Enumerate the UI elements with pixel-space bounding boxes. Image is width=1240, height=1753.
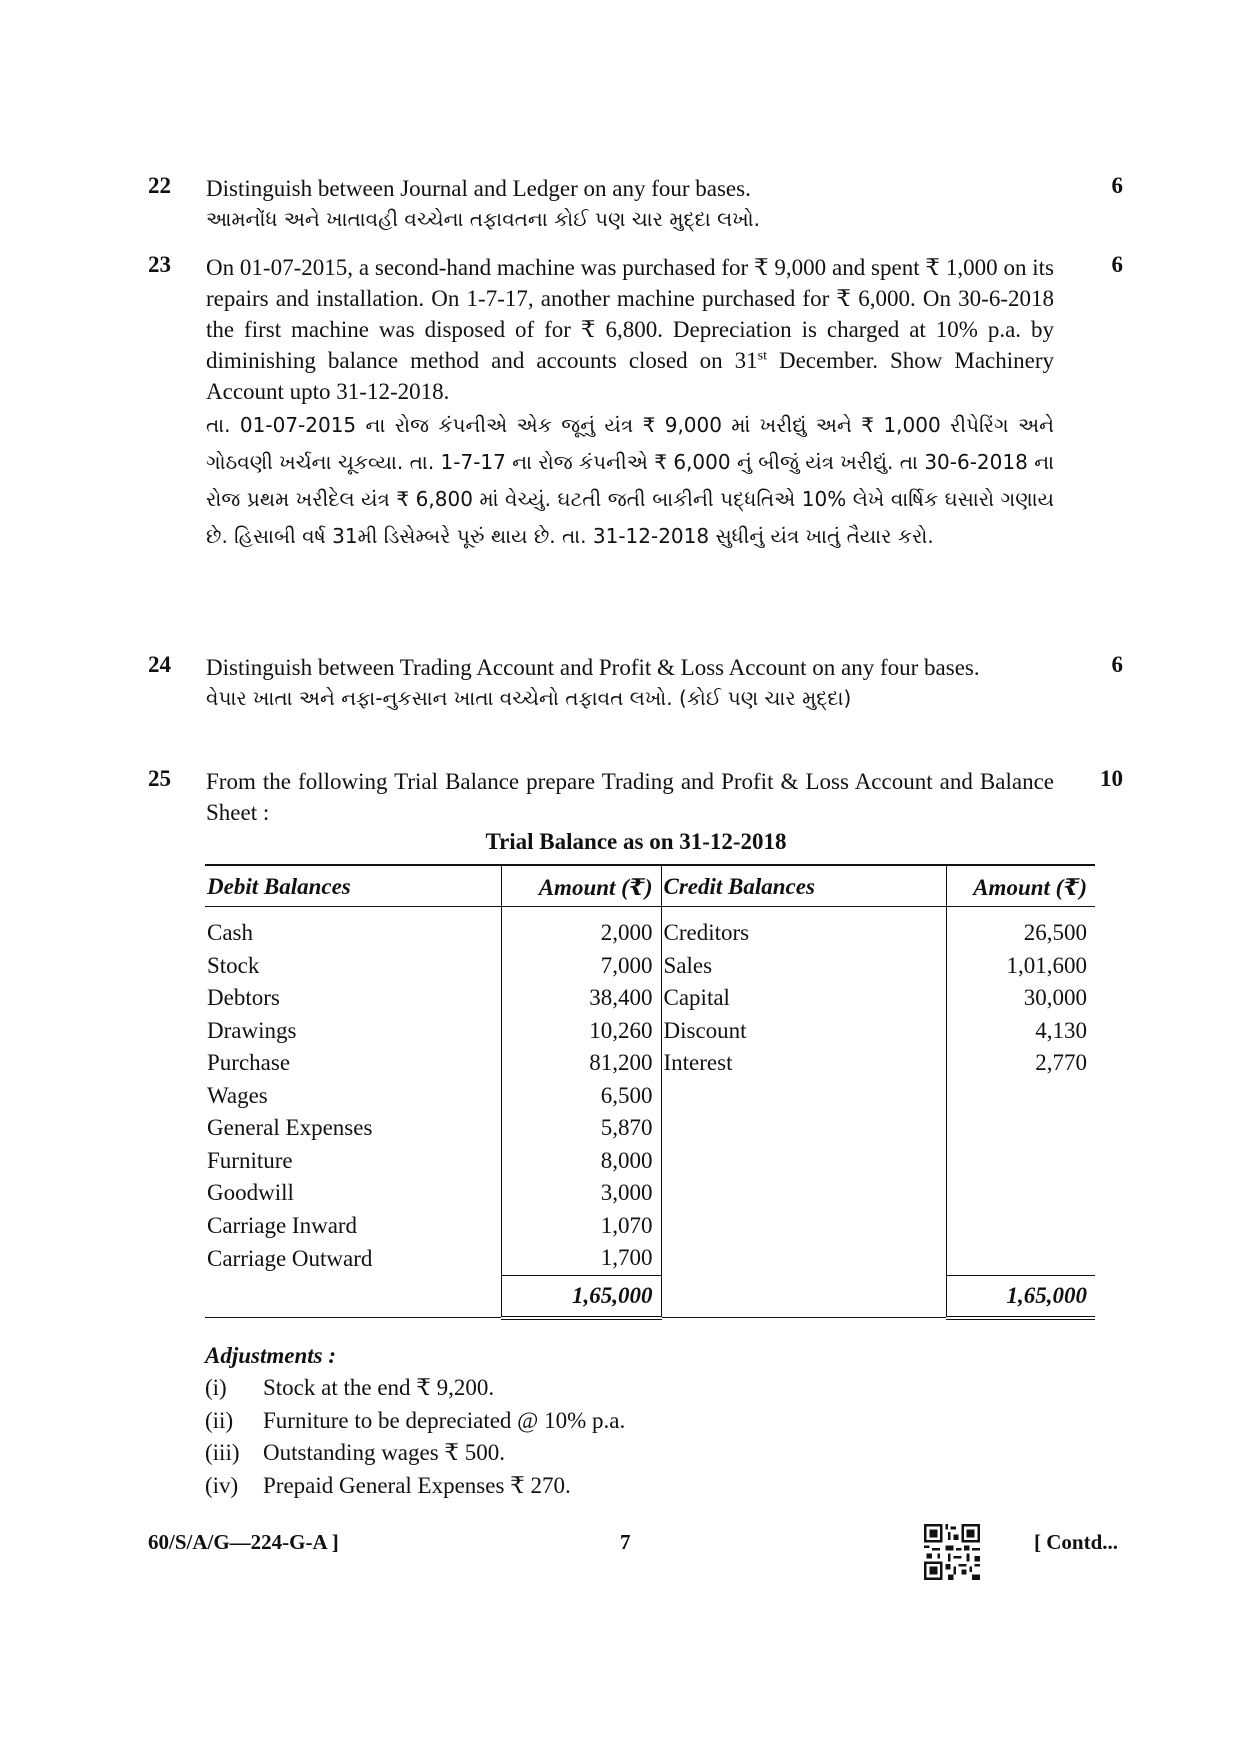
question-24 — [148, 652, 1123, 714]
credit-account-name — [661, 1242, 946, 1275]
trial-balance-table — [205, 864, 1095, 1320]
header-credit-amount: Amount (₹) — [946, 865, 1095, 907]
paper-code: 60/S/A/G—224-G-A ] — [148, 1530, 339, 1554]
credit-account-name: Interest — [661, 1047, 946, 1080]
table-row — [205, 1015, 1095, 1048]
adjustment-item: (i) Stock at the end ₹ 9,200. — [205, 1375, 495, 1400]
debit-amount: 1,700 — [501, 1242, 661, 1275]
question-number: 22 — [148, 173, 171, 198]
page-footer — [148, 1524, 1118, 1564]
page-number: 7 — [620, 1530, 631, 1554]
credit-account-name — [661, 1145, 946, 1178]
credit-amount — [946, 1112, 1095, 1145]
debit-account-name: Stock — [205, 950, 501, 983]
credit-amount: 4,130 — [1035, 1017, 1087, 1043]
credit-amount — [946, 1242, 1095, 1275]
table-row — [205, 1047, 1095, 1080]
debit-amount: 1,070 — [501, 1210, 661, 1243]
table-row — [205, 907, 1095, 950]
question-number: 23 — [148, 252, 171, 277]
adjustment-item: (iii) Outstanding wages ₹ 500. — [205, 1440, 506, 1465]
total-spacer — [661, 1275, 946, 1318]
adjustment-item: (iv) Prepaid General Expenses ₹ 270. — [205, 1472, 571, 1498]
adjustment-item: (ii) Furniture to be depreciated @ 10% p.a. — [205, 1407, 626, 1433]
trial-balance-title: Trial Balance as on 31-12-2018 — [485, 829, 787, 854]
question-text-english: From the following Trial Balance prepare Trading and Profit & Loss Account and Balance Sheet : — [206, 769, 1054, 825]
debit-amount: 8,000 — [501, 1145, 661, 1178]
table-header-row — [205, 865, 1095, 907]
debit-account-name: Drawings — [205, 1015, 501, 1048]
debit-amount: 7,000 — [501, 950, 661, 983]
totals-row — [205, 1275, 1095, 1318]
question-marks: 6 — [1111, 173, 1123, 198]
credit-amount: 1,01,600 — [1006, 952, 1087, 978]
total-spacer — [205, 1275, 501, 1318]
table-row — [205, 1112, 1095, 1145]
credit-amount — [946, 1145, 1095, 1178]
credit-amount: 30,000 — [1023, 985, 1087, 1011]
table-row — [205, 950, 1095, 983]
debit-total: 1,65,000 — [501, 1275, 661, 1318]
header-debit-amount: Amount (₹) — [501, 865, 661, 907]
credit-amount: 2,770 — [1035, 1050, 1087, 1076]
question-text-english: Distinguish between Journal and Ledger on any four bases. — [206, 176, 751, 201]
debit-account-name: Carriage Outward — [205, 1242, 501, 1275]
debit-account-name: Carriage Inward — [205, 1210, 501, 1243]
question-marks: 6 — [1111, 652, 1123, 677]
credit-amount — [946, 1177, 1095, 1210]
credit-amount: 26,500 — [1023, 920, 1087, 946]
debit-account-name: Furniture — [205, 1145, 501, 1178]
credit-account-name — [661, 1177, 946, 1210]
credit-account-name: Capital — [661, 982, 946, 1015]
credit-account-name: Discount — [661, 1015, 946, 1048]
table-row — [205, 1210, 1095, 1243]
credit-amount — [946, 1210, 1095, 1243]
debit-account-name: General Expenses — [205, 1112, 501, 1145]
credit-account-name — [661, 1080, 946, 1113]
question-text-gujarati: તા. 01-07-2015 ના રોજ કંપનીએ એક જૂનું યંત્ર ₹ 9,000 માં ખરીદ્યું અને ₹ 1,000 રીપેરિંગ અને ગોઠવણી ખર્ચના ચૂકવ્યા. તા. 1-7-17 ના રોજ કંપનીએ ₹ 6,000 નું બીજું યંત્ર ખરીદ્યું. તા 30-6-2018 ના રોજ પ્રથમ ખરીદેલ યંત્ર ₹ 6,800 માં વેચ્યું. ઘટતી જતી બાકીની પદ્ધતિએ 10% લેખે વાર્ષિક ઘસારો ગણાય છે. હિસાબી વર્ષ 31મી ડિસેમ્બરે પૂરું થાય છે. તા. 31-12-2018 સુધીનું યંત્ર ખાતું તૈયાર કરો. — [206, 413, 1054, 548]
debit-amount: 3,000 — [501, 1177, 661, 1210]
table-row — [205, 1145, 1095, 1178]
question-25 — [148, 766, 1123, 828]
question-marks: 10 — [1100, 766, 1123, 791]
credit-account-name: Sales — [661, 950, 946, 983]
debit-account-name: Purchase — [205, 1047, 501, 1080]
credit-account-name — [661, 1112, 946, 1145]
qr-code-icon — [924, 1524, 980, 1580]
debit-account-name: Wages — [205, 1080, 501, 1113]
adjustments — [205, 1340, 1005, 1502]
debit-amount: 5,870 — [501, 1112, 661, 1145]
question-text-english: On 01-07-2015, a second-hand machine was purchased for ₹ 9,000 and spent ₹ 1,000 on its repairs and installation. On 1-7-17, another machine purchased for ₹ 6,000. On 30-6-2018 the first machine was disposed of for ₹ 6,800. Depreciation is charged at 10% p.a. by diminishing balance method and accounts closed on 31st December. Show Machinery Account upto 31-12-2018. — [206, 255, 1054, 404]
question-number: 25 — [148, 766, 171, 791]
debit-account-name: Cash — [205, 907, 501, 950]
debit-amount: 2,000 — [501, 907, 661, 950]
debit-amount: 38,400 — [501, 982, 661, 1015]
question-23 — [148, 252, 1123, 555]
debit-account-name: Goodwill — [205, 1177, 501, 1210]
table-row — [205, 982, 1095, 1015]
header-debit-balances: Debit Balances — [205, 865, 501, 907]
table-row — [205, 1177, 1095, 1210]
debit-amount: 81,200 — [501, 1047, 661, 1080]
continued-marker: [ Contd... — [1033, 1530, 1118, 1554]
table-row — [205, 1080, 1095, 1113]
question-text-gujarati: વેપાર ખાતા અને નફા-નુકસાન ખાતા વચ્ચેનો તફાવત લખો. (કોઈ પણ ચાર મુદ્દા) — [206, 686, 852, 710]
header-credit-balances: Credit Balances — [661, 865, 946, 907]
question-text-english: Distinguish between Trading Account and Profit & Loss Account on any four bases. — [206, 655, 980, 680]
credit-total: 1,65,000 — [946, 1275, 1095, 1318]
question-22 — [148, 173, 1123, 235]
credit-amount — [946, 1080, 1095, 1113]
question-marks: 6 — [1111, 252, 1123, 277]
debit-amount: 10,260 — [501, 1015, 661, 1048]
credit-account-name — [661, 1210, 946, 1243]
debit-account-name: Debtors — [205, 982, 501, 1015]
question-number: 24 — [148, 652, 171, 677]
adjustments-title: Adjustments : — [205, 1343, 337, 1368]
table-row — [205, 1242, 1095, 1275]
credit-account-name: Creditors — [661, 907, 946, 950]
debit-amount: 6,500 — [501, 1080, 661, 1113]
question-text-gujarati: આમનોંધ અને ખાતાવહી વચ્ચેના તફાવતના કોઈ પણ ચાર મુદ્દા લખો. — [206, 207, 761, 231]
